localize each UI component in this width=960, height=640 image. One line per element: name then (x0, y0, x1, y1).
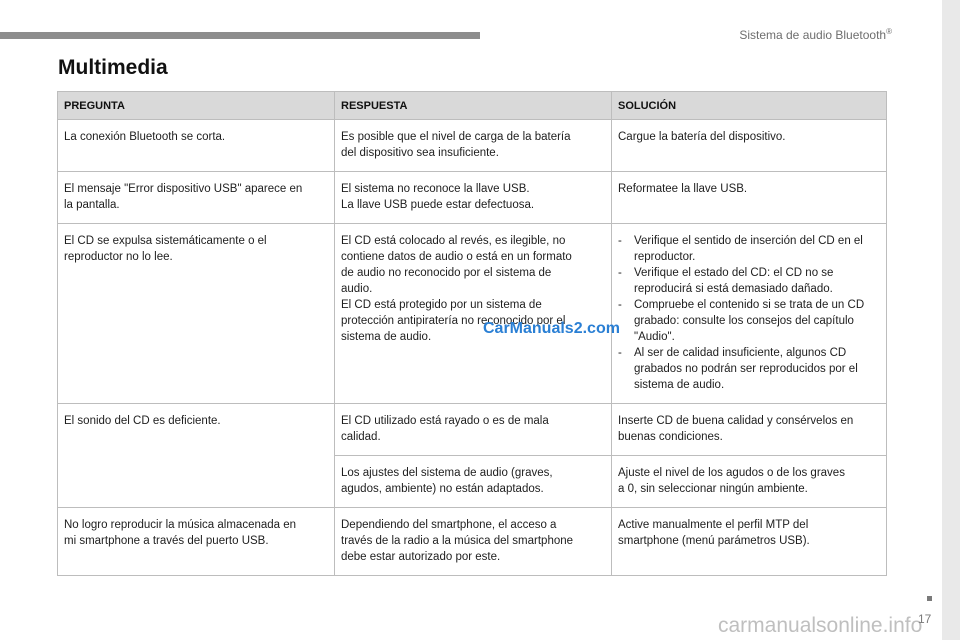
cell-line: del dispositivo sea insuficiente. (341, 147, 499, 159)
cell-line: debe estar autorizado por este. (341, 551, 501, 563)
solution-cell (612, 508, 887, 576)
solution-cell (612, 404, 887, 456)
table-row (58, 120, 887, 172)
answer-cell (335, 120, 612, 172)
solution-cell (612, 172, 887, 224)
answer-cell (335, 456, 612, 508)
cell-line: través de la radio a la música del smartphone (341, 535, 574, 547)
list-item: - Compruebe el contenido si se trata de un CD grabado: consulte los consejos del capítulo "Audio". (618, 297, 880, 345)
cell-line: smartphone (menú parámetros USB). (618, 535, 810, 547)
cell-line: Cargue la batería del dispositivo. (618, 131, 786, 143)
footer-watermark-url: carmanualsonline.info (718, 614, 923, 637)
cell-line: El CD está protegido por un sistema de (341, 299, 542, 311)
column-header-answer: RESPUESTA (335, 92, 612, 120)
cell-line: El CD está colocado al revés, es ilegible, no (341, 235, 566, 247)
cell-line: Es posible que el nivel de carga de la batería (341, 131, 571, 143)
cell-line: Ajuste el nivel de los agudos o de los graves (618, 467, 845, 479)
table-row (58, 172, 887, 224)
cell-line: a 0, sin seleccionar ningún ambiente. (618, 483, 808, 495)
solution-cell (612, 224, 887, 404)
question-cell (58, 508, 335, 576)
cell-line: El CD utilizado está rayado o es de mala (341, 415, 549, 427)
cell-line: mi smartphone a través del puerto USB. (64, 535, 269, 547)
cell-line: agudos, ambiente) no están adaptados. (341, 483, 544, 495)
faq-table (57, 91, 887, 576)
cell-line: Dependiendo del smartphone, el acceso a (341, 519, 557, 531)
page-number: 17 (918, 612, 932, 626)
cell-line: Los ajustes del sistema de audio (graves, (341, 467, 553, 479)
answer-cell (335, 172, 612, 224)
cell-line: No logro reproducir la música almacenada en (64, 519, 297, 531)
question-cell (58, 172, 335, 224)
cell-line: reproductor no lo lee. (64, 251, 173, 263)
cell-line: El sonido del CD es deficiente. (64, 415, 221, 427)
cell-line: La conexión Bluetooth se corta. (64, 131, 226, 143)
table-row (58, 508, 887, 576)
header-rule (0, 32, 480, 39)
table-row (58, 224, 887, 404)
solution-cell (612, 456, 887, 508)
table-row (58, 404, 887, 456)
list-item: - Verifique el sentido de inserción del CD en el reproductor. (618, 233, 880, 265)
solution-list (618, 233, 880, 393)
cell-line: protección antipiratería no reconocido por el (341, 315, 566, 327)
registered-mark: ® (886, 27, 892, 36)
cell-line: Active manualmente el perfil MTP del (618, 519, 809, 531)
answer-cell (335, 508, 612, 576)
column-header-question: PREGUNTA (58, 92, 335, 120)
solution-cell (612, 120, 887, 172)
cell-line: la pantalla. (64, 199, 120, 211)
watermark: CarManuals2.com (483, 320, 620, 337)
table-header-row (58, 92, 887, 120)
cell-line: calidad. (341, 431, 381, 443)
cell-line: de audio no reconocido por el sistema de (341, 267, 552, 279)
cell-line: Inserte CD de buena calidad y consérvelos en (618, 415, 854, 427)
page-edge-stripe (942, 0, 960, 640)
cell-line: La llave USB puede estar defectuosa. (341, 199, 535, 211)
section-title: Sistema de audio Bluetooth (739, 28, 887, 42)
column-header-solution: SOLUCIÓN (612, 92, 887, 120)
question-cell (58, 404, 335, 508)
list-item: - Al ser de calidad insuficiente, algunos CD grabados no podrán ser reproducidos por el sistema de audio. (618, 345, 880, 393)
answer-cell (335, 404, 612, 456)
cell-line: sistema de audio. (341, 331, 432, 343)
question-cell (58, 224, 335, 404)
page-title: Multimedia (58, 56, 168, 79)
list-item: - Verifique el estado del CD: el CD no se reproducirá si está demasiado dañado. (618, 265, 880, 297)
cell-line: Reformatee la llave USB. (618, 183, 748, 195)
cell-line: buenas condiciones. (618, 431, 723, 443)
section-header (739, 27, 892, 42)
answer-cell (335, 224, 612, 404)
cell-line: El CD se expulsa sistemáticamente o el (64, 235, 267, 247)
cell-line: El sistema no reconoce la llave USB. (341, 183, 530, 195)
cell-line: El mensaje "Error dispositivo USB" aparece en (64, 183, 303, 195)
question-cell (58, 120, 335, 172)
page-marker (927, 596, 932, 601)
cell-line: audio. (341, 283, 373, 295)
cell-line: contiene datos de audio o está en un formato (341, 251, 572, 263)
